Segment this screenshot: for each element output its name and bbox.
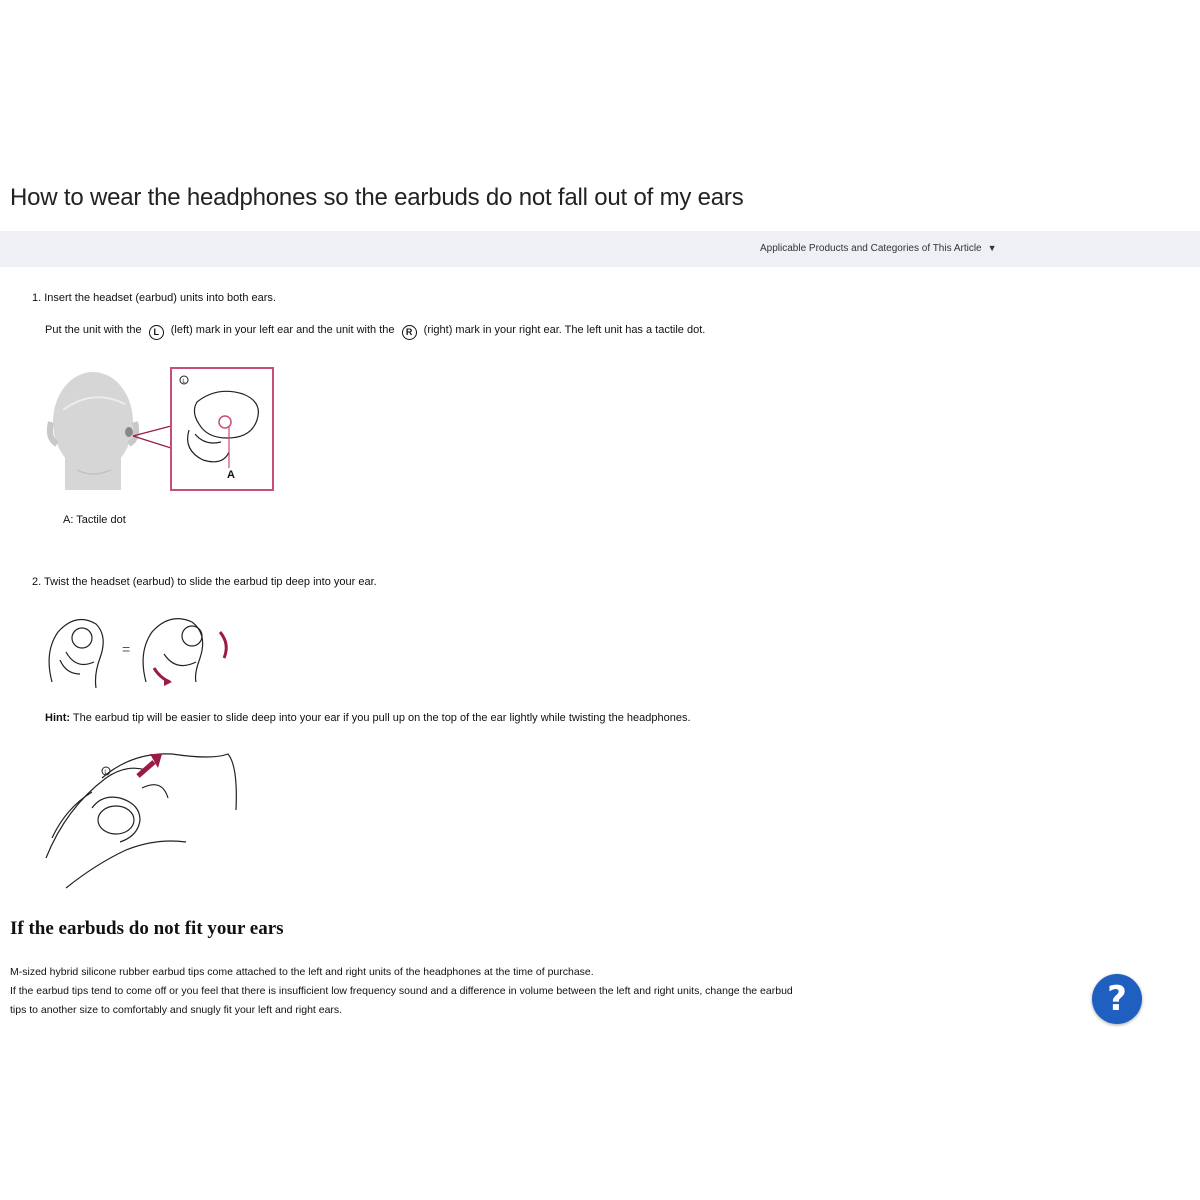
ear-before-drawing: [49, 620, 103, 689]
fit-line-1: M-sized hybrid silicone rubber earbud tips come attached to the left and right units of the headphones at the time of purchase.: [10, 966, 594, 978]
step1-text-part1: Put the unit with the: [45, 324, 142, 336]
step1-title: 1. Insert the headset (earbud) units into both ears.: [32, 292, 276, 304]
left-mark-icon: L: [149, 325, 164, 340]
step1-illustration: [45, 360, 285, 500]
figure-callout-a: A: [227, 469, 235, 481]
fit-line-3: tips to another size to comfortably and snugly fit your left and right ears.: [10, 1004, 343, 1016]
hint-illustration: [42, 748, 242, 888]
ear-after-drawing: [143, 619, 203, 682]
right-mark-icon: R: [402, 325, 417, 340]
zoom-box: [171, 368, 273, 490]
hint-line: [45, 712, 691, 724]
help-icon[interactable]: ?: [1092, 974, 1142, 1024]
fit-section-heading: If the earbuds do not fit your ears: [10, 918, 284, 939]
figure-caption: A: Tactile dot: [63, 514, 126, 526]
equals-sign: =: [122, 641, 131, 657]
step1-text: [45, 324, 705, 340]
applicable-products-bar: [0, 231, 1200, 267]
step1-text-part2: (left) mark in your left ear and the unit with the: [170, 324, 395, 336]
applicable-products-toggle[interactable]: [760, 243, 997, 254]
step2-illustration: [42, 612, 242, 692]
figure-left-mark: L: [182, 379, 186, 385]
hint-text: The earbud tip will be easier to slide deep into your ear if you pull up on the top of the ear lightly while twisting the headphones.: [72, 712, 691, 724]
twist-arrow-top: [220, 632, 226, 658]
fit-line-2: If the earbud tips tend to come off or you feel that there is insufficient low frequency sound and a difference in volume between the left and right units, change the earbud: [10, 985, 793, 997]
page-title: How to wear the headphones so the earbuds do not fall out of my ears: [10, 184, 744, 211]
hint-figure-left-mark: L: [104, 770, 108, 776]
hint-label: Hint:: [45, 712, 71, 724]
applicable-products-label: Applicable Products and Categories of This Article: [760, 243, 982, 254]
step2-title: 2. Twist the headset (earbud) to slide the earbud tip deep into your ear.: [32, 576, 377, 588]
step1-text-part3: (right) mark in your right ear. The left unit has a tactile dot.: [423, 324, 706, 336]
caret-down-icon: ▼: [987, 243, 997, 253]
head-silhouette: [50, 372, 136, 490]
